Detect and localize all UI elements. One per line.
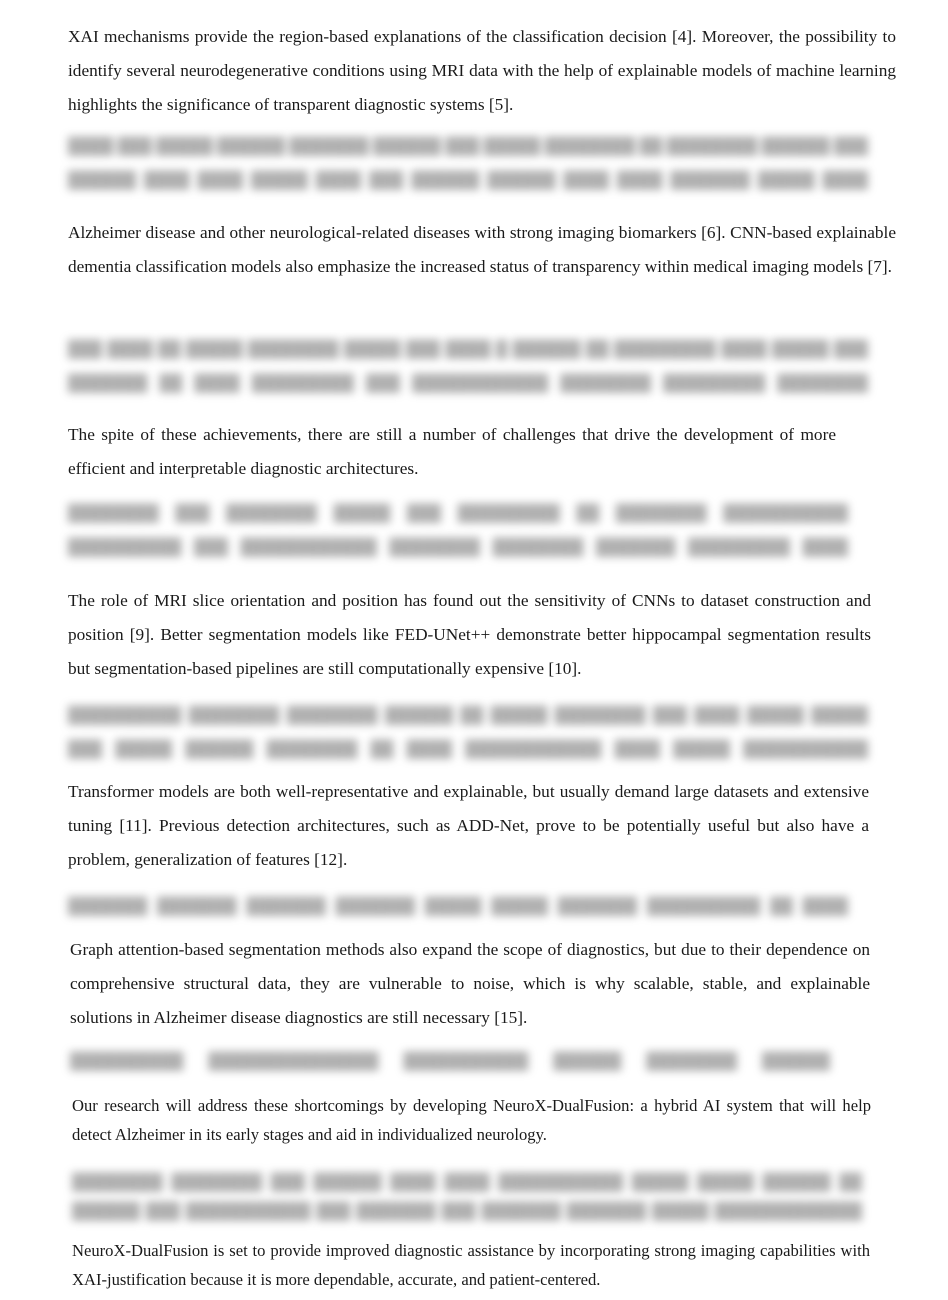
blurred-text-block: ████████ ████████ ███ ██████ ████ ████ ███████████ █████ █████ ██████ ██ ██████ ███ ███████████ ███ ███████ ███ ███████ ███████ █████ █████████████ [72,1174,862,1220]
paragraph-spite-of-achievements: The spite of these achievements, there are still a number of challenges that drive the development of more efficient and interpretable diagnostic architectures. [68,425,836,478]
blurred-text-block: ███████ ███████ ███████ ███████ █████ █████ ███████ ██████████ ██ ████ [68,898,848,915]
paragraph-transformer-models: Transformer models are both well-representative and explainable, but usually demand large datasets and extensive tuning [11]. Previous detection architectures, such as ADD-Net, prove to be potentially useful but also have a problem, generalization of features [12]. [68,782,869,869]
paragraph-graph-attention: Graph attention-based segmentation methods also expand the scope of diagnostics, but due to their dependence on comprehensive structural data, they are vulnerable to noise, which is why scalable, stable, and explainable solutions in Alzheimer disease diagnostics are still necessary [15]. [70,940,870,1027]
paragraph-mri-slice-orientation: The role of MRI slice orientation and position has found out the sensitivity of CNNs to dataset construction and position [9]. Better segmentation models like FED-UNet++ demonstrate better hippocampal segmentation results but segmentation-based pipelines are still computationally expensive [10]. [68,591,871,678]
blurred-text-block: ████████ ███ ████████ █████ ███ █████████ ██ ████████ ███████████ ██████████ ███ ████████████ ████████ ████████ ███████ █████████ ████ [68,505,848,556]
blurred-text-block: ██████████ ███████████████ ███████████ ██████ ████████ ██████ [70,1053,830,1070]
paragraph-alzheimer-disease: Alzheimer disease and other neurological-related diseases with strong imaging biomarkers [6]. CNN-based explainable dementia classification models also emphasize the increased status of transparency within medical imaging models [7]. [68,223,896,276]
paragraph-xai-mechanisms: XAI mechanisms provide the region-based explanations of the classification decision [4]. Moreover, the possibility to identify several neurodegenerative conditions using MRI data with the help of explainable models of machine learning highlights the significance of transparent diagnostic systems [5]. [68,27,896,114]
blurred-text-block: ███ ████ ██ █████ ████████ █████ ███ ████ █ ██████ ██ █████████ ████ █████ ███ ███████ ██ ████ █████████ ███ ████████████ ████████ █████████ ████████ [68,341,868,392]
paragraph-our-research: Our research will address these shortcomings by developing NeuroX-DualFusion: a hybrid AI system that will help detect Alzheimer in its early stages and aid in individualized neurology. [72,1096,871,1144]
blurred-text-block: ████ ███ █████ ██████ ███████ ██████ ███ █████ ████████ ██ ████████ ██████ ███ ██████ ████ ████ █████ ████ ███ ██████ ██████ ████ ████ ███████ █████ ████ [68,138,868,189]
paragraph-neurox-dualfusion: NeuroX-DualFusion is set to provide improved diagnostic assistance by incorporating strong imaging capabilities with XAI-justification because it is more dependable, accurate, and patient-centered. [72,1241,870,1289]
blurred-text-block: ██████████ ████████ ████████ ██████ ██ █████ ████████ ███ ████ █████ █████ ███ █████ ██████ ████████ ██ ████ ████████████ ████ █████ ███████████ [68,707,868,758]
